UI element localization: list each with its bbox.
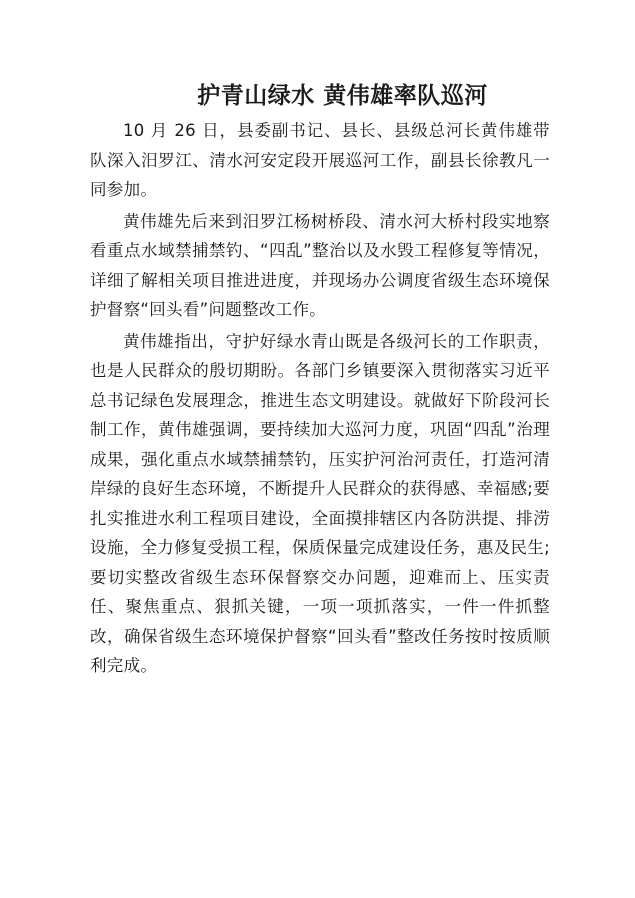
article-title: 护青山绿水 黄伟雄率队巡河 xyxy=(197,83,488,109)
paragraph-1: 10 月 26 日，县委副书记、县长、县级总河长黄伟雄带队深入汨罗江、清水河安定段开展巡河工作，副县长徐教凡一同参加。 xyxy=(90,121,550,199)
paragraph-2: 黄伟雄先后来到汨罗江杨树桥段、清水河大桥村段实地察看重点水域禁捕禁钓、“四乱”整治以及水毁工程修复等情况，详细了解相关项目推进进度，并现场办公调度省级生态环境保护督察“回头看”问题整改工作。 xyxy=(90,211,550,319)
paragraph-3: 黄伟雄指出，守护好绿水青山既是各级河长的工作职责，也是人民群众的殷切期盼。各部门乡镇要深入贯彻落实习近平总书记绿色发展理念，推进生态文明建设。就做好下阶段河长制工作，黄伟雄强调，要持续加大巡河力度，巩固“四乱”治理成果，强化重点水域禁捕禁钓，压实护河治河责任，打造河清岸绿的良好生态环境，不断提升人民群众的获得感、幸福感;要扎实推进水利工程项目建设，全面摸排辖区内各防洪提、排涝设施，全力修复受损工程，保质保量完成建设任务，惠及民生;要切实整改省级生态环保督察交办问题，迎难而上、压实责任、聚焦重点、狠抓关键，一项一项抓落实，一件一件抓整改，确保省级生态环境保护督察“回头看”整改任务按时按质顺利完成。 xyxy=(90,331,550,675)
article-body xyxy=(90,116,550,683)
